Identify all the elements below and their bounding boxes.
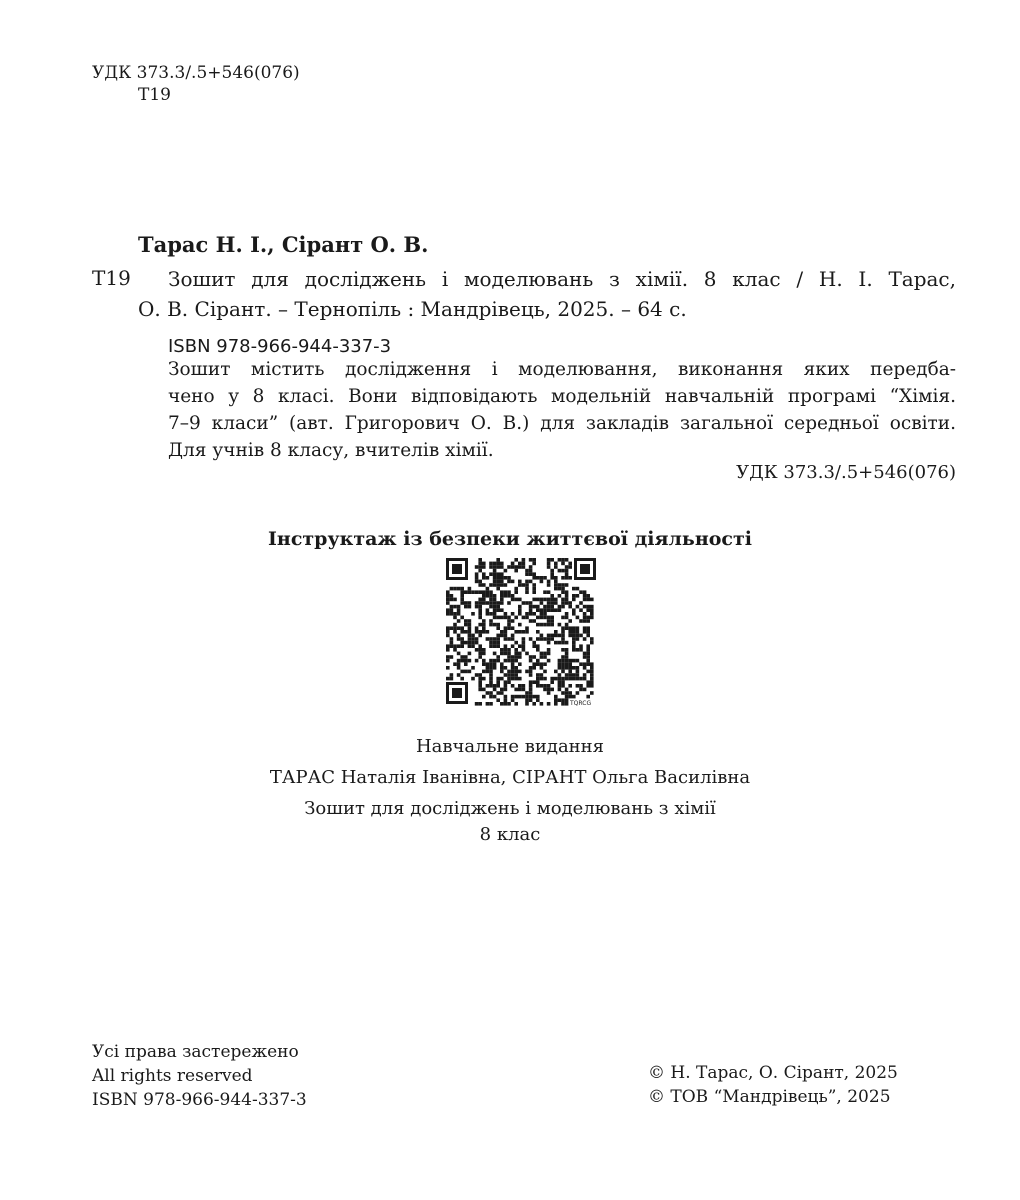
copyright-line: © Н. Тарас, О. Сірант, 2025 [648,1063,898,1083]
copyright-line: © ТОВ “Мандрівець”, 2025 [648,1087,891,1107]
authors-full: ТАРАС Наталія Іванівна, СІРАНТ Ольга Василівна [269,767,751,788]
udk-code-right: УДК 373.3/.5+546(076) [736,462,956,483]
description-line: чено у 8 класі. Вони відповідають модельній навчальній програмі “Хімія. [168,386,956,407]
edition-type: Навчальне видання [415,736,605,757]
entry-line: О. В. Сірант. – Тернопіль : Мандрівець, 2025. – 64 с. [138,297,687,321]
author-sign-top: Т19 [138,85,171,105]
bibliographic-entry [138,264,956,324]
qr-label: TQRCG [570,700,592,707]
qr-code-icon[interactable] [446,558,598,708]
grade: 8 клас [479,824,541,845]
rights-line: All rights reserved [92,1066,253,1086]
authors-heading: Тарас Н. І., Сірант О. В. [138,232,429,257]
rights-block [92,1040,307,1112]
author-sign: Т19 [92,266,131,290]
description [168,356,956,464]
rights-line: Усі права застережено [92,1042,299,1062]
description-line: 7–9 класи” (авт. Григорович О. В.) для закладів загальної середньої освіти. [168,413,956,434]
book-title: Зошит для досліджень і моделювань з хімії [304,798,716,819]
description-line: Зошит містить дослідження і моделювання, виконання яких передба- [168,359,956,380]
description-line: Для учнів 8 класу, вчителів хімії. [168,440,494,461]
entry-line: Зошит для досліджень і моделювань з хімії. 8 клас / Н. І. Тарас, [168,267,956,291]
copyright-block [648,1061,898,1109]
udk-code-top: УДК 373.3/.5+546(076) [92,63,300,83]
udk-block-top [92,62,300,106]
instruction-title: Інструктаж із безпеки життєвої діяльності [268,528,752,550]
rights-line: ISBN 978-966-944-337-3 [92,1090,307,1110]
isbn-entry: ISBN 978-966-944-337-3 [168,336,392,357]
